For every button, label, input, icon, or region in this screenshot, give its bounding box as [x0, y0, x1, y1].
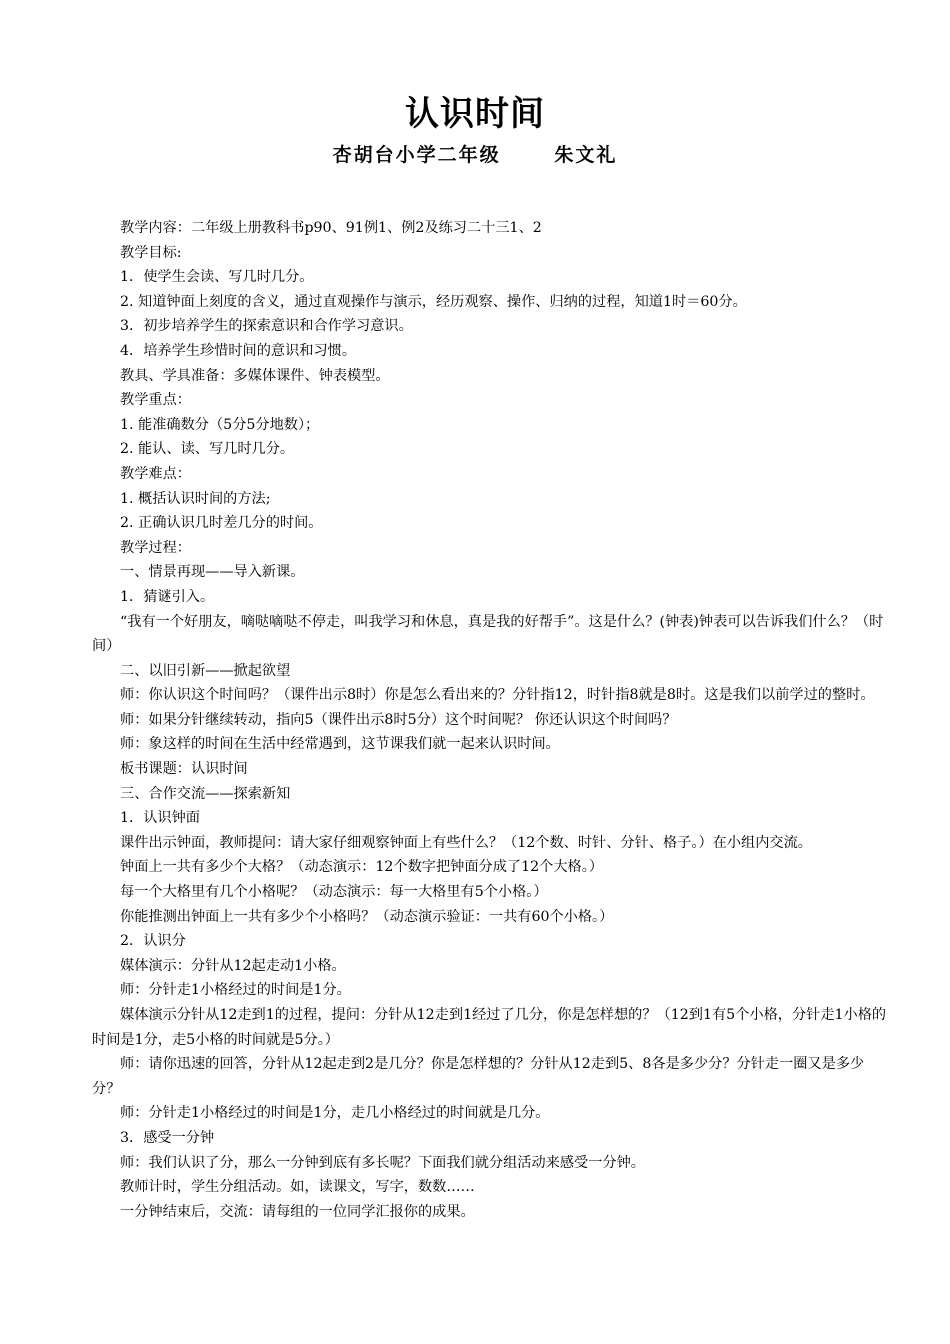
body-paragraph: 板书课题：认识时间: [120, 761, 248, 778]
body-paragraph: 三、合作交流——探索新知: [120, 785, 291, 802]
body-paragraph: 一分钟结束后，交流：请每组的一位同学汇报你的成果。: [120, 1203, 475, 1220]
body-paragraph: 师：你认识这个时间吗？（课件出示8时）你是怎么看出来的？分针指12，时针指8就是8时。这是我们以前学过的整时。: [120, 687, 875, 704]
body-paragraph: 师：请你迅速的回答，分针从12起走到2是几分？你是怎样想的？分针从12走到5、8各是多少分？分针走一圈又是多少分？: [92, 1056, 865, 1097]
body-paragraph: 师：我们认识了分，那么一分钟到底有多长呢？下面我们就分组活动来感受一分钟。: [120, 1154, 645, 1171]
body-paragraph: 每一个大格里有几个小格呢？（动态演示：每一大格里有5个小格。）: [120, 884, 548, 901]
body-paragraph: 1．认识钟面: [120, 810, 200, 827]
body-paragraph: 师：如果分针继续转动，指向5（课件出示8时5分）这个时间呢？ 你还认识这个时间吗？: [120, 711, 677, 728]
document-body: [92, 216, 892, 1224]
body-paragraph: 师：分针走1小格经过的时间是1分。: [120, 982, 351, 999]
body-paragraph: 1．使学生会读、写几时几分。: [120, 269, 314, 286]
body-paragraph: 2．认识分: [120, 933, 186, 950]
body-paragraph: 一、情景再现——导入新课。: [120, 564, 305, 581]
body-paragraph: 4．培养学生珍惜时间的意识和习惯。: [120, 342, 357, 359]
body-paragraph: 你能推测出钟面上一共有多少个小格吗？（动态演示验证：一共有60个小格。）: [120, 908, 614, 925]
body-paragraph: 师：象这样的时间在生活中经常遇到，这节课我们就一起来认识时间。: [120, 736, 560, 753]
body-paragraph: 教学过程：: [120, 539, 191, 556]
body-paragraph: 3．感受一分钟: [120, 1129, 215, 1146]
body-paragraph: 钟面上一共有多少个大格？（动态演示：12个数字把钟面分成了12个大格。）: [120, 859, 604, 876]
body-paragraph: 2. 能认、读、写几时几分。: [120, 441, 295, 458]
body-paragraph: 3．初步培养学生的探索意识和合作学习意识。: [120, 318, 413, 335]
body-paragraph: 媒体演示分针从12走到1的过程，提问：分针从12走到1经过了几分，你是怎样想的？（12到1有5个小格，分针走1小格的时间是1分，走5小格的时间就是5分。）: [92, 1007, 887, 1048]
body-paragraph: 师：分针走1小格经过的时间是1分，走几小格经过的时间就是几分。: [120, 1105, 550, 1122]
body-paragraph: 课件出示钟面，教师提问：请大家仔细观察钟面上有些什么？（12个数、时针、分针、格子。）在小组内交流。: [120, 834, 812, 851]
body-paragraph: 教具、学具准备：多媒体课件、钟表模型。: [120, 367, 390, 384]
body-paragraph: 教学重点：: [120, 392, 191, 409]
body-paragraph: 教学难点：: [120, 465, 191, 482]
document-title: 认识时间: [405, 94, 545, 134]
body-paragraph: 教学目标:: [120, 244, 182, 261]
body-paragraph: 教师计时，学生分组活动。如，读课文，写字，数数……: [120, 1179, 475, 1196]
body-paragraph: 媒体演示：分针从12起走动1小格。: [120, 957, 346, 974]
document-subtitle: 杏胡台小学二年级 朱文礼: [332, 144, 618, 166]
body-paragraph: 二、以旧引新——掀起欲望: [120, 662, 291, 679]
body-paragraph: 1. 概括认识时间的方法;: [120, 490, 271, 507]
body-paragraph: 1．猜谜引入。: [120, 588, 215, 605]
body-paragraph: 2. 正确认识几时差几分的时间。: [120, 515, 323, 532]
body-paragraph: 教学内容：二年级上册教科书p90、91例1、例2及练习二十三1、2: [120, 220, 542, 236]
body-paragraph: “我有一个好朋友，嘀哒嘀哒不停走，叫我学习和休息，真是我的好帮手”。这是什么？(钟表)钟表可以告诉我们什么？（时间）: [92, 613, 884, 655]
body-paragraph: 1. 能准确数分（5分5分地数）；: [120, 416, 320, 433]
body-paragraph: 2. 知道钟面上刻度的含义，通过直观操作与演示，经历观察、操作、归纳的过程，知道1时＝60分。: [120, 293, 747, 310]
